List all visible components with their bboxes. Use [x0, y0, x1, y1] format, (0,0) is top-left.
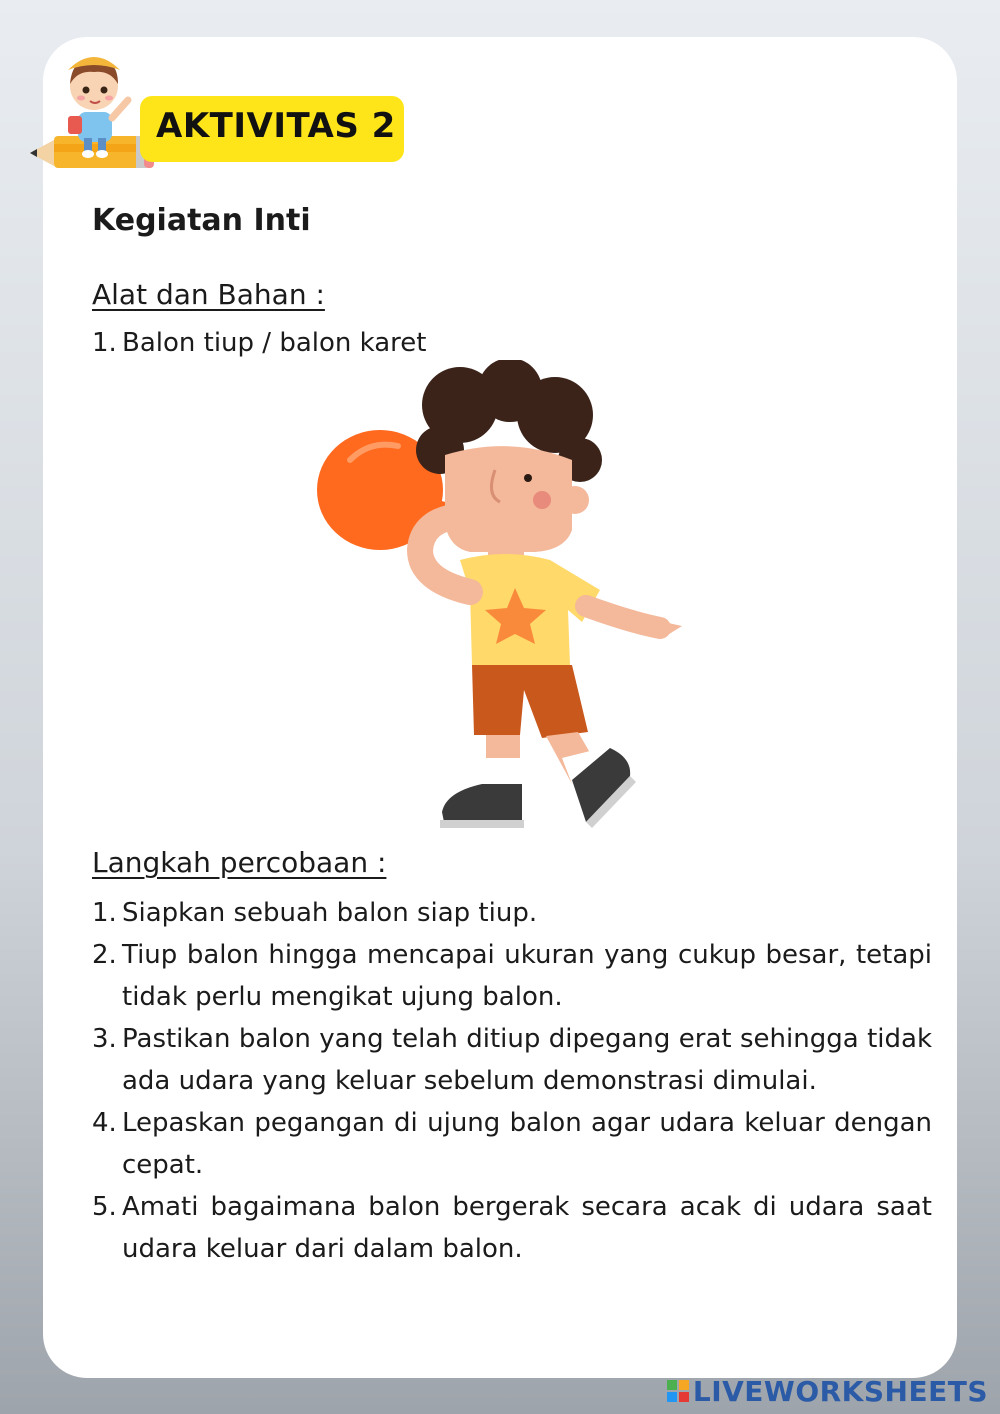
liveworksheets-logo-icon — [667, 1380, 689, 1402]
list-number: 1. — [92, 898, 117, 928]
list-item — [92, 934, 932, 1018]
list-text: Balon tiup / balon karet — [122, 328, 427, 358]
list-number: 1. — [92, 328, 117, 358]
list-number: 2. — [92, 940, 117, 970]
activity-badge-label: AKTIVITAS 2 — [156, 106, 396, 146]
section-title: Kegiatan Inti — [92, 203, 311, 238]
list-text: Amati bagaimana balon bergerak secara acak di udara saat udara keluar dari dalam balon. — [122, 1192, 932, 1264]
materials-list — [92, 322, 932, 364]
list-item — [92, 1018, 932, 1102]
list-item — [92, 322, 932, 364]
list-item — [92, 1186, 932, 1270]
list-text: Pastikan balon yang telah ditiup dipegang erat sehingga tidak ada udara yang keluar sebelum demonstrasi dimulai. — [122, 1024, 932, 1096]
steps-list — [92, 892, 932, 1270]
brand-name: LIVEWORKSHEETS — [692, 1374, 988, 1408]
list-number: 3. — [92, 1024, 117, 1054]
liveworksheets-brand[interactable] — [667, 1374, 988, 1408]
list-text: Lepaskan pegangan di ujung balon agar udara keluar dengan cepat. — [122, 1108, 932, 1180]
list-item — [92, 892, 932, 934]
activity-badge — [140, 96, 404, 162]
steps-heading: Langkah percobaan : — [92, 846, 387, 879]
list-item — [92, 1102, 932, 1186]
list-text: Tiup balon hingga mencapai ukuran yang cukup besar, tetapi tidak perlu mengikat ujung balon. — [122, 940, 932, 1012]
materials-heading: Alat dan Bahan : — [92, 278, 325, 311]
list-text: Siapkan sebuah balon siap tiup. — [122, 898, 538, 928]
list-number: 5. — [92, 1192, 117, 1222]
boy-blowing-balloon-illustration — [310, 360, 690, 835]
list-number: 4. — [92, 1108, 117, 1138]
pencil-kid-mascot-icon — [28, 40, 158, 172]
